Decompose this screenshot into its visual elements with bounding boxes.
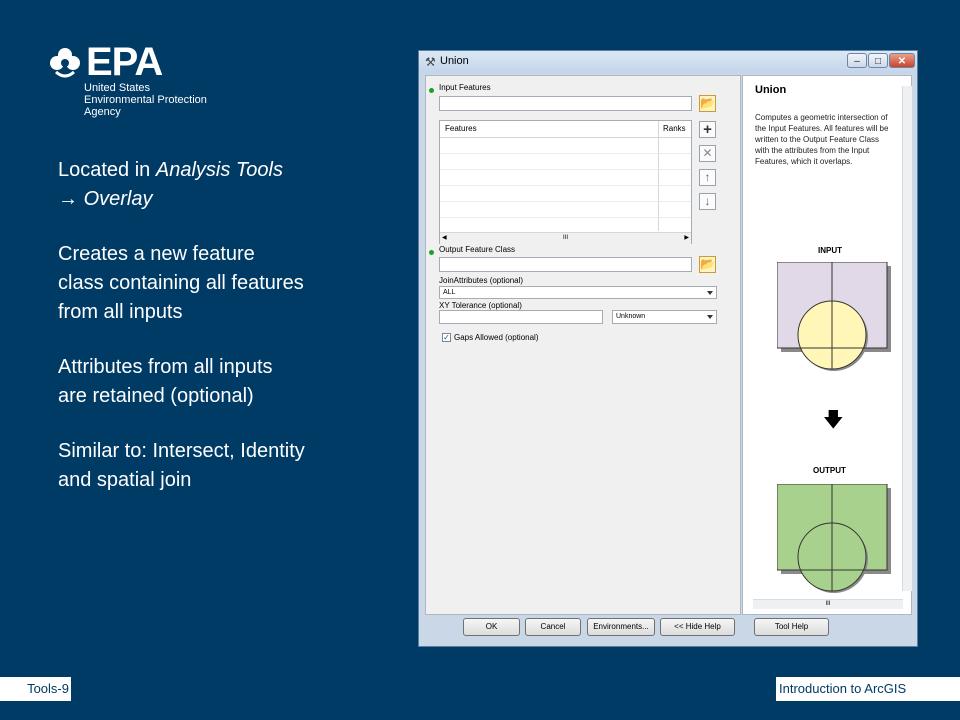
bullet-attributes: Attributes from all inputs are retained (optional) [58, 356, 273, 407]
grid-horizontal-scrollbar[interactable] [440, 232, 691, 244]
input-features-label: Input Features [439, 83, 491, 92]
agency-line-1: United States [84, 82, 151, 94]
remove-row-icon[interactable]: ✕ [699, 145, 716, 162]
ok-button[interactable]: OK [463, 618, 520, 636]
help-vertical-scrollbar[interactable] [902, 86, 912, 591]
grid-row-line [440, 217, 691, 218]
chevron-down-icon [707, 315, 713, 319]
xy-tolerance-field[interactable] [439, 310, 603, 324]
xy-units-dropdown[interactable]: Unknown [612, 310, 717, 324]
minimize-button[interactable]: – [847, 53, 867, 68]
grid-row-line [440, 185, 691, 186]
slide-bullets [58, 156, 378, 521]
input-features-field[interactable] [439, 96, 692, 111]
move-up-icon[interactable]: ↑ [699, 169, 716, 186]
output-feature-class-label: Output Feature Class [439, 245, 516, 254]
footer-slide-number: Tools-9 [0, 677, 71, 701]
epa-flower-icon [48, 46, 82, 80]
input-features-grid[interactable] [439, 120, 692, 244]
required-indicator-icon [429, 250, 434, 255]
maximize-button[interactable]: □ [868, 53, 888, 68]
grid-row-line [440, 153, 691, 154]
ranks-column-header: Ranks [663, 124, 686, 133]
cancel-button[interactable]: Cancel [525, 618, 581, 636]
output-diagram-label: OUTPUT [813, 466, 846, 475]
help-title: Union [755, 84, 787, 96]
input-diagram-label: INPUT [818, 246, 842, 255]
epa-logo [48, 40, 248, 126]
dialog-title: Union [440, 55, 469, 67]
agency-line-2: Environmental Protection [84, 94, 207, 106]
epa-agency-name [84, 82, 207, 118]
grid-row-line [440, 201, 691, 202]
agency-line-3: Agency [84, 106, 121, 118]
epa-wordmark: EPA [86, 40, 163, 84]
join-attributes-dropdown[interactable]: ALL [439, 286, 717, 299]
bullet-similar: Similar to: Intersect, Identity and spatial join [58, 440, 305, 491]
browse-folder-icon[interactable]: 📂 [700, 257, 715, 271]
tool-help-button[interactable]: Tool Help [754, 618, 829, 636]
footer-course-title: Introduction to ArcGIS [776, 677, 960, 701]
grid-row-line [440, 169, 691, 170]
chevron-down-icon [707, 291, 713, 295]
hide-help-button[interactable]: << Hide Help [660, 618, 735, 636]
scroll-left-icon[interactable]: ◀ [442, 235, 447, 241]
gaps-allowed-checkbox[interactable]: ✓ [443, 333, 450, 342]
arrow-down-icon: 🡇 [823, 409, 844, 431]
input-diagram [777, 262, 893, 374]
move-down-icon[interactable]: ↓ [699, 193, 716, 210]
join-attributes-label: JoinAttributes (optional) [439, 276, 524, 285]
browse-folder-icon[interactable]: 📂 [700, 96, 715, 110]
scroll-right-icon[interactable]: ▶ [684, 235, 689, 241]
bullet-creates: Creates a new feature class containing all features from all inputs [58, 243, 304, 323]
gaps-allowed-label: Gaps Allowed (optional) [454, 333, 539, 342]
output-diagram [777, 484, 893, 596]
environments-button[interactable]: Environments... [587, 618, 655, 636]
hammer-icon: ⚒ [425, 55, 436, 69]
dialog-titlebar[interactable] [419, 51, 917, 73]
grid-header [440, 121, 691, 138]
help-description: Computes a geometric intersection of the Input Features. All features will be written to the Output Feature Class with the attributes from the Input Features, which it overlaps. [755, 113, 889, 166]
close-button[interactable]: ✕ [889, 53, 915, 68]
required-indicator-icon [429, 88, 434, 93]
help-panel [742, 75, 912, 615]
output-feature-class-field[interactable] [439, 257, 692, 272]
bullet-location: Located in Analysis Tools → Overlay [58, 159, 283, 210]
union-dialog [418, 50, 918, 647]
features-column-header: Features [445, 124, 477, 133]
xy-tolerance-label: XY Tolerance (optional) [439, 301, 522, 310]
help-horizontal-scrollbar[interactable]: III [753, 599, 903, 609]
arrow-right-icon: → [58, 188, 78, 210]
parameters-panel [425, 75, 741, 615]
grid-column-divider [658, 121, 659, 231]
scroll-thumb-marker: III [562, 235, 568, 241]
add-row-icon[interactable]: + [699, 121, 716, 138]
